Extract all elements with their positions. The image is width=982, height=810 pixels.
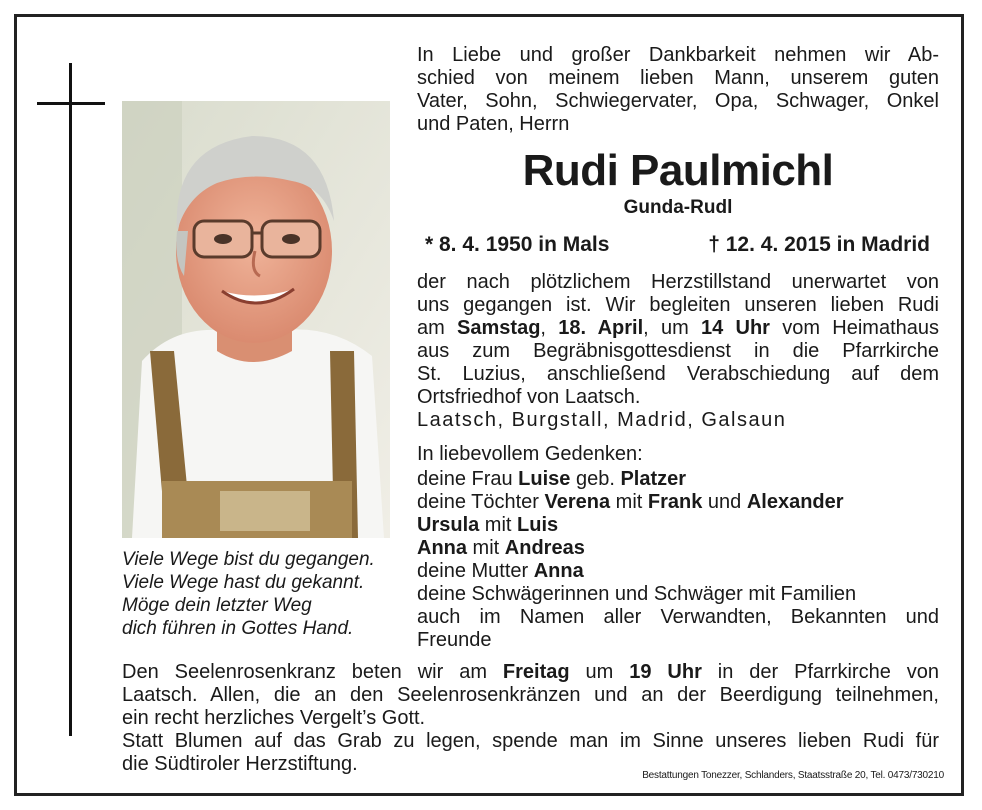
bottom-line: die Südtiroler Herzstiftung.: [122, 753, 358, 775]
funeral-details: [417, 271, 939, 409]
family-row: deine Töchter Verena mit Frank und Alexander: [417, 491, 844, 513]
family-list: [417, 468, 939, 652]
body-line: der nach plötzlichem Herzstillstand unerwartet von: [417, 271, 939, 293]
funeral-home-credit: Bestattungen Tonezzer, Schlanders, Staatsstraße 20, Tel. 0473/730210: [642, 770, 944, 781]
time-highlight: 14 Uhr: [701, 317, 770, 339]
poem-line: Viele Wege hast du gekannt.: [122, 572, 365, 593]
bottom-line: ein recht herzliches Vergelt’s Gott.: [122, 707, 426, 729]
poem-line: Möge dein letzter Weg: [122, 595, 312, 616]
deceased-name: Rudi Paulmichl: [522, 146, 834, 195]
poem-line: Viele Wege bist du gegangen.: [122, 549, 375, 570]
bottom-line: Laatsch. Allen, die an den Seelenrosenkränzen und an der Beerdigung teilnehmen,: [122, 684, 939, 706]
intro-line: Vater, Sohn, Schwiegervater, Opa, Schwager, Onkel: [417, 90, 939, 112]
family-row: Ursula mit Luis: [417, 514, 559, 536]
poem: [122, 548, 412, 640]
family-row: auch im Namen aller Verwandten, Bekannten und: [417, 606, 939, 628]
remembrance-heading: In liebevollem Gedenken:: [417, 443, 643, 465]
bottom-line: Den Seelenrosenkranz beten wir am Freitag um 19 Uhr in der Pfarrkirche von: [122, 661, 939, 683]
places-list: Laatsch, Burgstall, Madrid, Galsaun: [417, 409, 787, 431]
day-highlight: Samstag: [457, 317, 541, 339]
cross-icon-bar: [37, 102, 105, 105]
family-row: Freunde: [417, 629, 492, 651]
poem-line: dich führen in Gottes Hand.: [122, 618, 354, 639]
family-row: deine Mutter Anna: [417, 560, 584, 582]
body-line: uns gegangen ist. Wir begleiten unseren lieben Rudi: [417, 294, 939, 316]
life-dates: [425, 233, 930, 257]
cross-icon: [69, 63, 72, 736]
bottom-line: Statt Blumen auf das Grab zu legen, spende man im Sinne unseres lieben Rudi für: [122, 730, 939, 752]
body-line: aus zum Begräbnisgottesdienst in die Pfarrkirche: [417, 340, 939, 362]
intro-line: In Liebe und großer Dankbarkeit nehmen wir Ab-: [417, 44, 939, 66]
intro-line: und Paten, Herrn: [417, 113, 570, 135]
intro-text: [417, 44, 939, 136]
body-line: am Samstag, 18. April, um 14 Uhr vom Heimathaus: [417, 317, 939, 339]
body-line: St. Luzius, anschließend Verabschiedung auf dem: [417, 363, 939, 385]
family-row: deine Schwägerinnen und Schwäger mit Familien: [417, 583, 857, 605]
intro-line: schied von meinem lieben Mann, unserem guten: [417, 67, 939, 89]
rosary-and-donation-text: [122, 661, 939, 776]
body-line: Ortsfriedhof von Laatsch.: [417, 386, 641, 408]
nickname: Gunda-Rudl: [623, 197, 733, 218]
family-row: Anna mit Andreas: [417, 537, 585, 559]
portrait-photo: [122, 101, 390, 538]
date-highlight: 18. April: [558, 317, 644, 339]
birth-date: * 8. 4. 1950 in Mals: [425, 233, 610, 256]
death-date: † 12. 4. 2015 in Madrid: [708, 233, 930, 256]
family-row: deine Frau Luise geb. Platzer: [417, 468, 687, 490]
